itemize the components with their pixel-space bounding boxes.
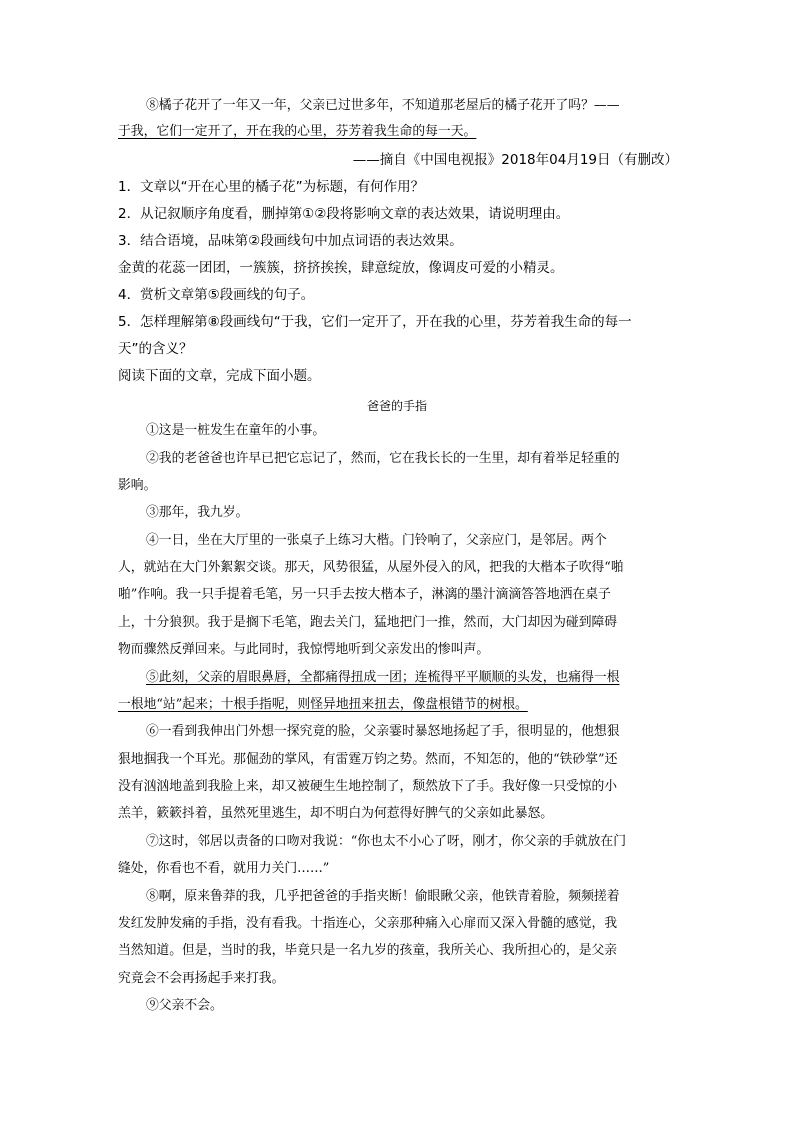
passage2-line: 物而骤然反弹回来。与此同时，我惊愕地听到父亲发出的惨叫声。: [118, 642, 490, 657]
question-3: 3．结合语境，品味第②段画线句中加点词语的表达效果。: [118, 233, 463, 249]
passage2-line: 影响。: [118, 478, 157, 493]
passage1-p8-line2: 于我，它们一定开了，开在我的心里，芬芳着我生命的每一天。: [118, 124, 477, 139]
passage2-title: 爸爸的手指: [366, 399, 427, 413]
passage2-line: 上，十分狼狈。我于是搁下毛笔，跑去关门，猛地把门一推，然而，大门却因为碰到障碍: [118, 615, 618, 630]
reading-instruction: 阅读下面的文章，完成下面小题。: [118, 368, 321, 384]
passage2-line: ⑥一看到我伸出门外想一探究竟的脸，父亲霎时暴怒地扬起了手，很明显的，他想狠: [146, 724, 620, 739]
passage2-line: 羔羊，簌簌抖着，虽然死里逃生，却不明白为何惹得好脾气的父亲如此暴怒。: [118, 806, 554, 821]
passage2-line: 究竟会不会再扬起手来打我。: [118, 971, 285, 986]
passage2-line: ②我的老爸爸也许早已把它忘记了，然而，它在我长长的一生里，却有着举足轻重的: [146, 451, 620, 466]
question-2: 2．从记叙顺序角度看，删掉第①②段将影响文章的表达效果，请说明理由。: [118, 206, 570, 222]
question-3-sentence: 金黄的花蕊一团团，一簇簇，挤挤挨挨，肆意绽放，像调皮可爱的小精灵。: [118, 260, 564, 276]
question-5-line2: 天”的含义？: [118, 341, 193, 357]
passage2-line: 狠地掴我一个耳光。那倔劲的掌风，有雷霆万钧之势。然而，不知怎的，他的“铁砂掌”还: [118, 752, 618, 767]
passage2-line: ⑧啊，原来鲁莽的我，几乎把爸爸的手指夹断！偷眼瞅父亲，他铁青着脸，频频搓着: [146, 889, 620, 904]
passage2-line: ①这是一桩发生在童年的小事。: [146, 423, 326, 438]
passage2-line: ⑨父亲不会。: [146, 998, 223, 1013]
question-5-line1: 5．怎样理解第⑧段画线句“于我，它们一定开了，开在我的心里，芬芳着我生命的每一: [118, 314, 632, 330]
passage2-line: ⑦这时，邻居以责备的口吻对我说：“你也太不小心了呀，刚才，你父亲的手就放在门: [146, 834, 627, 849]
passage2-line: 当然知道。但是，当时的我，毕竟只是一名九岁的孩童，我所关心、我所担心的，是父亲: [118, 943, 618, 958]
passage2-line: 缝处，你看也不看，就用力关门……”: [118, 861, 330, 876]
passage2-line: 没有汹汹地盖到我脸上来，却又被硬生生地控制了，颓然放下了手。我好像一只受惊的小: [118, 779, 618, 794]
passage2-line: 人，就站在大门外絮絮交谈。那天，风势很猛，从屋外侵入的风，把我的大楷本子吹得“啪: [118, 560, 624, 575]
passage1-p8-line1: ⑧橘子花开了一年又一年，父亲已过世多年，不知道那老屋后的橘子花开了吗？——: [146, 98, 620, 113]
passage1-source: ——摘自《中国电视报》2018年04月19日（有删改）: [352, 152, 678, 168]
passage2-line-underlined: ⑤此刻，父亲的眉眼鼻唇，全都痛得扭成一团；连梳得平平顺顺的头发，也痛得一根: [146, 670, 620, 685]
passage2-line: ④一日，坐在大厅里的一张桌子上练习大楷。门铃响了，父亲应门，是邻居。两个: [146, 533, 607, 548]
passage2-line: 发红发肿发痛的手指，没有看我。十指连心，父亲那种痛入心扉而又深入骨髓的感觉，我: [118, 916, 618, 931]
passage2-line: 啪”作响。我一只手提着毛笔，另一只手去按大楷本子，淋漓的墨汁滴滴答答地洒在桌子: [118, 587, 611, 602]
passage2-line-underlined: 一根地“站”起来；十根手指呢，则怪异地扭来扭去，像盘根错节的树根。: [118, 697, 528, 712]
question-1: 1．文章以“开在心里的橘子花”为标题，有何作用？: [118, 179, 425, 195]
passage2-line: ③那年，我九岁。: [146, 505, 249, 520]
question-4: 4．赏析文章第⑤段画线的句子。: [118, 287, 315, 303]
